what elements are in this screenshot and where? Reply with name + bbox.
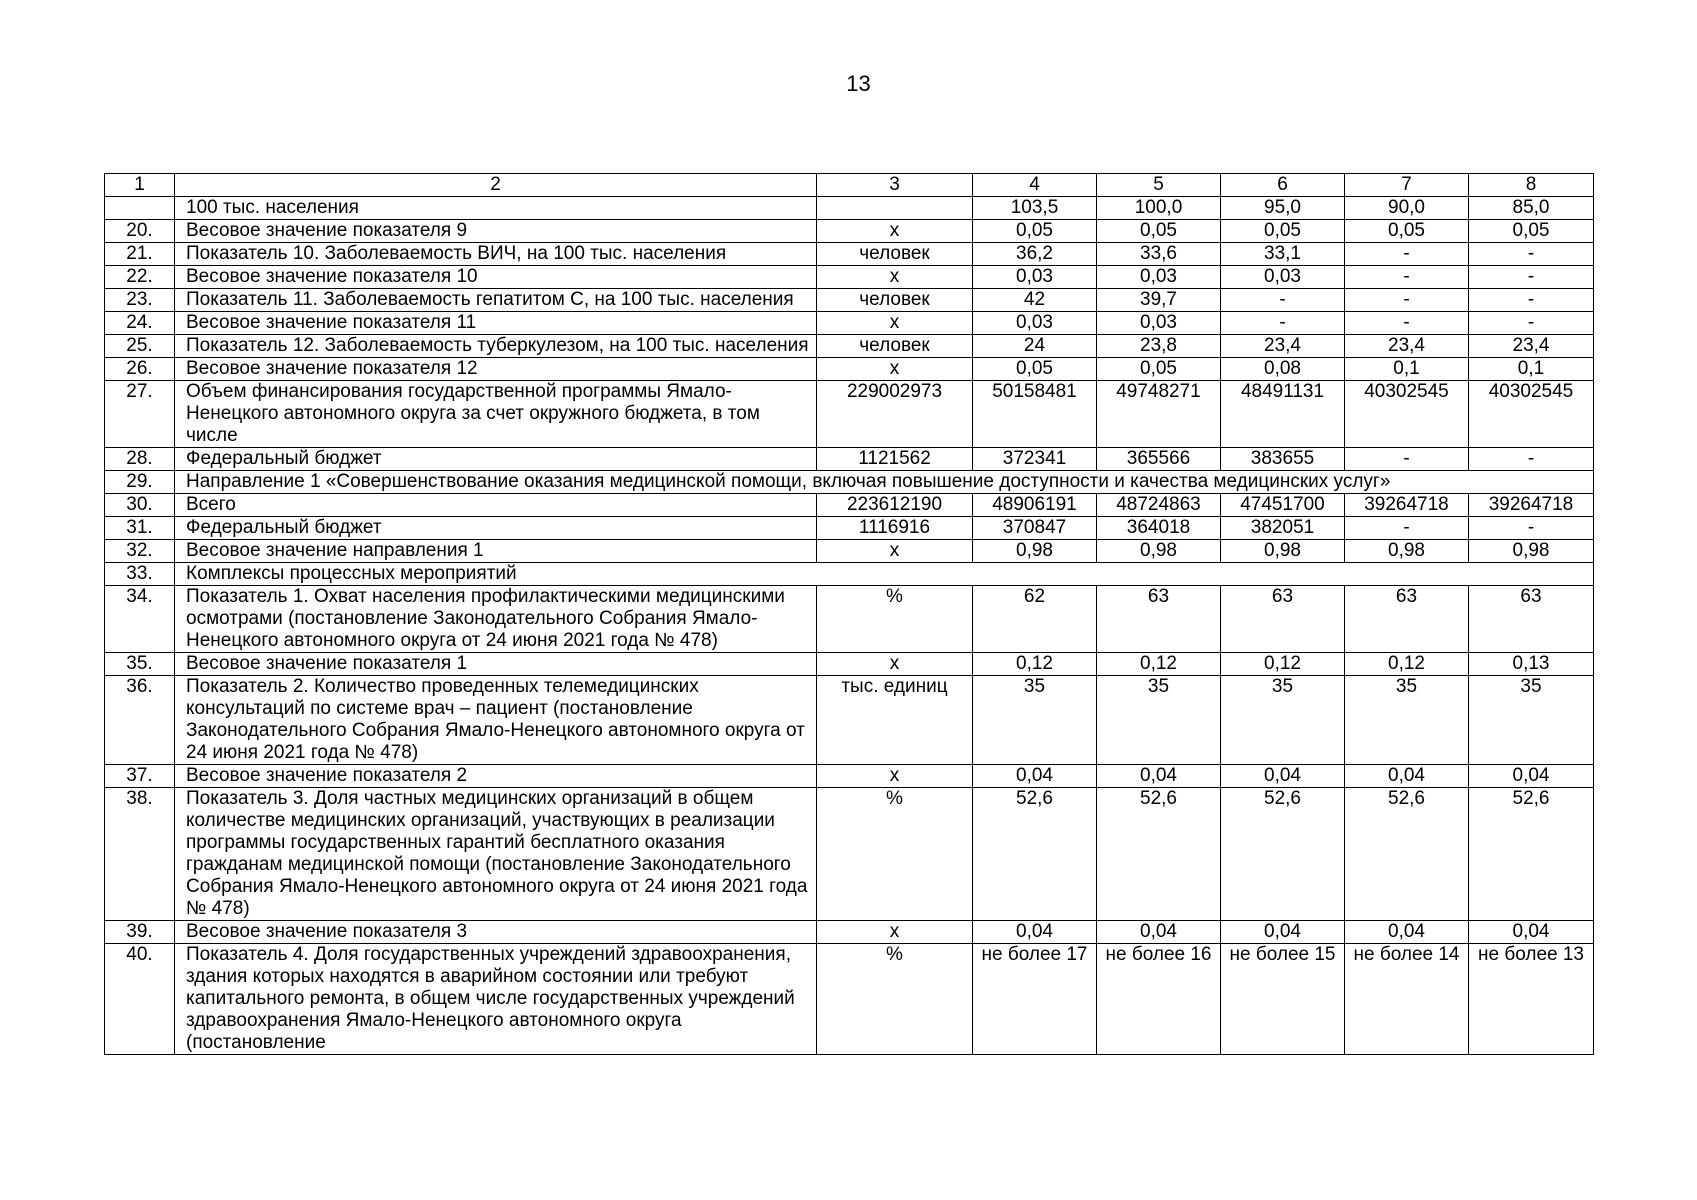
row-value: 0,98 <box>1221 540 1345 563</box>
row-value: - <box>1345 448 1469 471</box>
table-row <box>105 448 1594 471</box>
row-value: не более 15 <box>1221 944 1345 1055</box>
section-heading: Направление 1 «Совершенствование оказания медицинской помощи, включая повышение доступности и качества медицинских услуг» <box>175 471 1594 494</box>
row-unit: х <box>817 266 973 289</box>
row-value: 382051 <box>1221 517 1345 540</box>
row-number: 31. <box>105 517 175 540</box>
row-value: 0,12 <box>1221 653 1345 676</box>
row-number: 37. <box>105 765 175 788</box>
table-row <box>105 289 1594 312</box>
column-number: 1 <box>105 174 175 197</box>
row-unit: 1121562 <box>817 448 973 471</box>
row-number: 35. <box>105 653 175 676</box>
row-unit: х <box>817 765 973 788</box>
row-number <box>105 197 175 220</box>
row-unit: % <box>817 586 973 653</box>
row-value: - <box>1469 243 1594 266</box>
row-unit: 223612190 <box>817 494 973 517</box>
row-description: Показатель 11. Заболеваемость гепатитом С, на 100 тыс. населения <box>175 289 817 312</box>
row-description: Объем финансирования государственной программы Ямало-Ненецкого автономного округа за счет окружного бюджета, в том числе <box>175 381 817 448</box>
row-value: 0,98 <box>1345 540 1469 563</box>
table-row <box>105 517 1594 540</box>
row-description: Весовое значение показателя 11 <box>175 312 817 335</box>
row-number: 24. <box>105 312 175 335</box>
row-value: 100,0 <box>1097 197 1221 220</box>
table-row <box>105 471 1594 494</box>
row-value: 0,03 <box>973 312 1097 335</box>
column-number-row <box>105 174 1594 197</box>
row-value: не более 14 <box>1345 944 1469 1055</box>
row-value: 33,1 <box>1221 243 1345 266</box>
table-row <box>105 220 1594 243</box>
row-value: не более 16 <box>1097 944 1221 1055</box>
row-value: 365566 <box>1097 448 1221 471</box>
row-value: 0,05 <box>1345 220 1469 243</box>
row-value: 0,04 <box>1345 921 1469 944</box>
row-value: 0,05 <box>973 358 1097 381</box>
row-unit: 1116916 <box>817 517 973 540</box>
row-value: - <box>1345 312 1469 335</box>
row-value: 103,5 <box>973 197 1097 220</box>
row-value: 52,6 <box>1469 788 1594 921</box>
table-row <box>105 586 1594 653</box>
column-number: 7 <box>1345 174 1469 197</box>
table-body <box>105 174 1594 1055</box>
row-unit: х <box>817 358 973 381</box>
row-number: 21. <box>105 243 175 266</box>
row-value: 33,6 <box>1097 243 1221 266</box>
row-number: 33. <box>105 563 175 586</box>
row-value: 0,04 <box>1097 921 1221 944</box>
row-value: 42 <box>973 289 1097 312</box>
row-number: 38. <box>105 788 175 921</box>
row-description: Показатель 4. Доля государственных учреждений здравоохранения, здания которых находятся в аварийном состоянии или требуют капитального ремонта, в общем числе государственных учреждений здравоохранения Ямало-Ненецкого автономного округа (постановление <box>175 944 817 1055</box>
row-description: Весовое значение показателя 10 <box>175 266 817 289</box>
row-number: 40. <box>105 944 175 1055</box>
row-value: 63 <box>1221 586 1345 653</box>
column-number: 4 <box>973 174 1097 197</box>
row-description: Показатель 2. Количество проведенных телемедицинских консультаций по системе врач – пациент (постановление Законодательного Собрания Ямало-Ненецкого автономного округа от 24 июня 2021 года № 478) <box>175 676 817 765</box>
row-value: - <box>1345 266 1469 289</box>
row-description: Показатель 10. Заболеваемость ВИЧ, на 100 тыс. населения <box>175 243 817 266</box>
row-value: 0,05 <box>1097 358 1221 381</box>
table-row <box>105 197 1594 220</box>
row-number: 25. <box>105 335 175 358</box>
row-value: 48906191 <box>973 494 1097 517</box>
row-value: 90,0 <box>1345 197 1469 220</box>
row-unit: х <box>817 540 973 563</box>
row-value: 63 <box>1469 586 1594 653</box>
row-number: 27. <box>105 381 175 448</box>
row-unit <box>817 197 973 220</box>
row-description: Весовое значение показателя 9 <box>175 220 817 243</box>
row-value: 40302545 <box>1469 381 1594 448</box>
row-value: 0,04 <box>973 765 1097 788</box>
row-value: 372341 <box>973 448 1097 471</box>
row-description: Весовое значение показателя 1 <box>175 653 817 676</box>
row-unit: х <box>817 921 973 944</box>
row-unit: тыс. единиц <box>817 676 973 765</box>
row-value: 0,04 <box>1221 921 1345 944</box>
row-number: 30. <box>105 494 175 517</box>
table-row <box>105 653 1594 676</box>
row-value: 0,03 <box>1097 312 1221 335</box>
row-value: 40302545 <box>1345 381 1469 448</box>
table-row <box>105 266 1594 289</box>
row-unit: х <box>817 653 973 676</box>
row-value: 0,12 <box>1097 653 1221 676</box>
row-value: 52,6 <box>973 788 1097 921</box>
row-number: 34. <box>105 586 175 653</box>
row-value: 49748271 <box>1097 381 1221 448</box>
indicators-table <box>104 173 1594 1055</box>
row-value: 48491131 <box>1221 381 1345 448</box>
row-value: 0,03 <box>1097 266 1221 289</box>
row-value: не более 17 <box>973 944 1097 1055</box>
row-value: - <box>1221 289 1345 312</box>
row-unit: человек <box>817 243 973 266</box>
table-row <box>105 676 1594 765</box>
row-value: 35 <box>1221 676 1345 765</box>
row-value: 35 <box>1345 676 1469 765</box>
row-value: 0,05 <box>973 220 1097 243</box>
row-number: 36. <box>105 676 175 765</box>
row-value: 0,1 <box>1469 358 1594 381</box>
row-value: - <box>1469 448 1594 471</box>
row-value: 0,08 <box>1221 358 1345 381</box>
row-value: 35 <box>1097 676 1221 765</box>
column-number: 2 <box>175 174 817 197</box>
table-row <box>105 243 1594 266</box>
row-value: 52,6 <box>1097 788 1221 921</box>
row-value: 50158481 <box>973 381 1097 448</box>
row-description: Весовое значение направления 1 <box>175 540 817 563</box>
row-value: 0,13 <box>1469 653 1594 676</box>
row-value: 0,05 <box>1469 220 1594 243</box>
row-number: 22. <box>105 266 175 289</box>
row-value: 63 <box>1097 586 1221 653</box>
row-number: 23. <box>105 289 175 312</box>
row-value: 36,2 <box>973 243 1097 266</box>
row-value: 23,4 <box>1469 335 1594 358</box>
row-value: 0,05 <box>1097 220 1221 243</box>
row-value: 0,03 <box>973 266 1097 289</box>
row-value: 0,12 <box>1345 653 1469 676</box>
row-value: - <box>1469 289 1594 312</box>
row-description: Весовое значение показателя 2 <box>175 765 817 788</box>
row-number: 26. <box>105 358 175 381</box>
row-value: 39,7 <box>1097 289 1221 312</box>
row-description: Показатель 3. Доля частных медицинских организаций в общем количестве медицинских организаций, участвующих в реализации программы государственных гарантий бесплатного оказания гражданам медицинской помощи (постановление Законодательного Собрания Ямало-Ненецкого автономного округа от 24 июня 2021 года № 478) <box>175 788 817 921</box>
row-value: 52,6 <box>1221 788 1345 921</box>
row-value: - <box>1345 289 1469 312</box>
row-unit: 229002973 <box>817 381 973 448</box>
row-number: 20. <box>105 220 175 243</box>
row-value: 0,04 <box>1097 765 1221 788</box>
row-value: 63 <box>1345 586 1469 653</box>
row-value: 39264718 <box>1469 494 1594 517</box>
row-number: 32. <box>105 540 175 563</box>
section-heading: Комплексы процессных мероприятий <box>175 563 1594 586</box>
row-value: - <box>1469 266 1594 289</box>
row-value: - <box>1221 312 1345 335</box>
row-value: - <box>1469 312 1594 335</box>
row-value: 39264718 <box>1345 494 1469 517</box>
table-row <box>105 335 1594 358</box>
table-row <box>105 494 1594 517</box>
row-unit: % <box>817 788 973 921</box>
row-value: 24 <box>973 335 1097 358</box>
row-value: 0,12 <box>973 653 1097 676</box>
row-value: 0,98 <box>973 540 1097 563</box>
row-unit: человек <box>817 289 973 312</box>
table-row <box>105 540 1594 563</box>
row-description: Показатель 12. Заболеваемость туберкулезом, на 100 тыс. населения <box>175 335 817 358</box>
row-value: 364018 <box>1097 517 1221 540</box>
row-value: 52,6 <box>1345 788 1469 921</box>
table-row <box>105 944 1594 1055</box>
row-unit: человек <box>817 335 973 358</box>
row-value: 48724863 <box>1097 494 1221 517</box>
table-row <box>105 563 1594 586</box>
column-number: 8 <box>1469 174 1594 197</box>
row-number: 28. <box>105 448 175 471</box>
row-value: - <box>1469 517 1594 540</box>
row-value: 85,0 <box>1469 197 1594 220</box>
row-number: 29. <box>105 471 175 494</box>
row-unit: х <box>817 312 973 335</box>
row-value: 0,98 <box>1469 540 1594 563</box>
row-value: 35 <box>1469 676 1594 765</box>
column-number: 3 <box>817 174 973 197</box>
row-description: Федеральный бюджет <box>175 517 817 540</box>
row-value: 95,0 <box>1221 197 1345 220</box>
row-value: 0,04 <box>1221 765 1345 788</box>
row-number: 39. <box>105 921 175 944</box>
row-value: 35 <box>973 676 1097 765</box>
row-value: 62 <box>973 586 1097 653</box>
row-value: 0,04 <box>1469 765 1594 788</box>
row-value: 0,05 <box>1221 220 1345 243</box>
table-row <box>105 312 1594 335</box>
row-description: 100 тыс. населения <box>175 197 817 220</box>
table-row <box>105 788 1594 921</box>
row-value: - <box>1345 243 1469 266</box>
row-unit: х <box>817 220 973 243</box>
row-description: Всего <box>175 494 817 517</box>
column-number: 6 <box>1221 174 1345 197</box>
row-description: Показатель 1. Охват населения профилактическими медицинскими осмотрами (постановление Законодательного Собрания Ямало-Ненецкого автономного округа от 24 июня 2021 года № 478) <box>175 586 817 653</box>
table-row <box>105 921 1594 944</box>
row-value: 23,4 <box>1221 335 1345 358</box>
row-value: не более 13 <box>1469 944 1594 1055</box>
table-row <box>105 765 1594 788</box>
row-value: 0,04 <box>1469 921 1594 944</box>
row-value: 23,8 <box>1097 335 1221 358</box>
row-value: 47451700 <box>1221 494 1345 517</box>
row-description: Весовое значение показателя 3 <box>175 921 817 944</box>
row-value: 0,03 <box>1221 266 1345 289</box>
row-value: 23,4 <box>1345 335 1469 358</box>
row-description: Федеральный бюджет <box>175 448 817 471</box>
page-number: 13 <box>846 71 871 96</box>
row-description: Весовое значение показателя 12 <box>175 358 817 381</box>
row-value: 0,04 <box>1345 765 1469 788</box>
row-unit: % <box>817 944 973 1055</box>
column-number: 5 <box>1097 174 1221 197</box>
table-row <box>105 358 1594 381</box>
row-value: 370847 <box>973 517 1097 540</box>
row-value: 383655 <box>1221 448 1345 471</box>
row-value: 0,1 <box>1345 358 1469 381</box>
row-value: 0,98 <box>1097 540 1221 563</box>
row-value: 0,04 <box>973 921 1097 944</box>
table-row <box>105 381 1594 448</box>
row-value: - <box>1345 517 1469 540</box>
